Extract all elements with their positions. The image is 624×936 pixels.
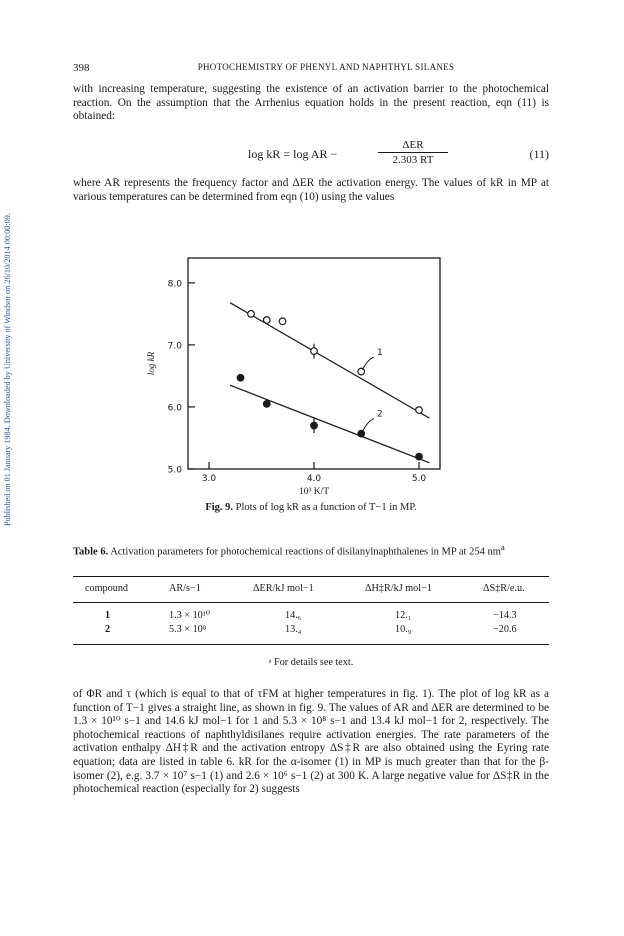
series-annotation-label: 1 — [377, 347, 383, 358]
table-row-2-compound: 2 — [105, 624, 111, 635]
x-tick-label: 5.0 — [411, 474, 427, 484]
data-point-filled — [416, 453, 423, 460]
table-row-2-der: 13.₄ — [285, 624, 302, 635]
table-header-dh: ΔH‡R/kJ mol−1 — [365, 583, 432, 594]
paragraph-1: with increasing temperature, suggesting the existence of an activation barrier to the photochemical reaction. On the assumption that the Arrhenius equation holds in the present reaction, eqn (11) is obtained: — [73, 83, 549, 123]
table-row-2-dh: 10.₉ — [395, 624, 412, 635]
equation-numerator: ΔER — [402, 139, 424, 151]
data-point-open — [263, 317, 270, 324]
download-watermark: Published on 01 January 1984. Downloaded by University of Windsor on 26/10/2014 00:00:09. — [3, 213, 12, 527]
table-row-2-ar: 5.3 × 10⁸ — [169, 624, 207, 635]
y-tick-label: 5.0 — [167, 465, 182, 476]
data-point-open — [248, 311, 255, 318]
y-tick-label: 8.0 — [167, 279, 182, 290]
equation-denominator: 2.303 RT — [392, 154, 434, 166]
page-number: 398 — [73, 62, 90, 74]
equation-fraction — [378, 138, 448, 168]
annotation-leader — [362, 357, 374, 369]
table-caption-label: Table 6. — [73, 546, 109, 558]
data-point-filled — [237, 374, 244, 381]
figure-caption-label: Fig. 9. — [205, 502, 234, 513]
arrhenius-plot — [140, 248, 460, 498]
data-point-open — [279, 318, 286, 325]
paragraph-2: where AR represents the frequency factor and ΔER the activation energy. The values of kR in MP at various temperatures can be determined from eqn (10) using the values — [73, 177, 549, 203]
data-point-open — [416, 407, 423, 414]
figure-caption — [73, 502, 549, 513]
table-header-der: ΔER/kJ mol−1 — [253, 583, 314, 594]
table-header-ar: AR/s−1 — [169, 583, 201, 594]
equation-number: (11) — [529, 147, 549, 161]
data-point-filled — [311, 422, 318, 429]
table-caption-text: Activation parameters for photochemical reactions of disilanylnaphthalenes in MP at 254 nm — [110, 546, 501, 558]
table-header-ds: ΔS‡R/e.u. — [483, 583, 525, 594]
data-point-filled — [358, 430, 365, 437]
y-axis-label: log kR — [146, 351, 156, 376]
equation-lhs: log kR = log AR − — [248, 147, 338, 161]
annotation-leader — [362, 419, 374, 432]
data-point-filled — [263, 401, 270, 408]
data-point-open — [358, 368, 365, 375]
figure-caption-text: Plots of log kR as a function of T−1 in MP. — [235, 502, 417, 513]
fit-line-series-2 — [230, 385, 430, 463]
x-tick-label: 3.0 — [201, 474, 217, 484]
table-row-1-ds: −14.3 — [493, 610, 517, 621]
table-caption-sup: a — [500, 542, 505, 552]
table-row-1-ar: 1.3 × 10¹⁰ — [169, 610, 210, 621]
x-tick-label: 4.0 — [306, 474, 322, 484]
fit-line-series-1 — [230, 303, 430, 418]
table-row-1-compound: 1 — [105, 610, 111, 621]
plot-frame — [188, 258, 440, 469]
paragraph-3: of ΦR and τ (which is equal to that of τFM at higher temperatures in fig. 1). The plot of log kR as a function of T−1 gives a straight line, as shown in fig. 9. The values of AR and ΔER are determined to be 1.3 × 10¹⁰ s−1 and 14.6 kJ mol−1 for 1 and 5.3 × 10⁸ s−1 and 13.4 kJ mol−1 for 2, respectively. The photochemical reactions of naphthyldisilanes require activation energies. The rate parameters of the activation enthalpy ΔH‡R and the activation entropy ΔS‡R are also obtained using the Eyring rate equation; data are listed in table 6. kR for the α-isomer (1) in MP is much greater than that for the β-isomer (2), e.g. 3.7 × 10⁷ s−1 (1) and 2.6 × 10⁶ s−1 (2) at 300 K. A large negative value for ΔS‡R in the photochemical reaction (especially for 2) suggests — [73, 688, 549, 796]
figure-9 — [140, 248, 460, 498]
table-row-1-dh: 12.₁ — [395, 610, 412, 621]
table-row-2-ds: −20.6 — [493, 624, 517, 635]
table-footnote: ᵃ For details see text. — [268, 657, 354, 668]
x-axis-label: 10³ K/T — [298, 487, 330, 497]
equation-11 — [73, 138, 549, 172]
table-row-1-der: 14.₆ — [285, 610, 302, 621]
y-tick-label: 7.0 — [167, 341, 182, 352]
y-tick-label: 6.0 — [167, 403, 182, 414]
running-title: PHOTOCHEMISTRY OF PHENYL AND NAPHTHYL SILANES — [197, 62, 455, 72]
table-caption — [73, 541, 549, 559]
table-header-compound: compound — [85, 583, 129, 594]
page-header — [73, 62, 549, 76]
series-annotation-label: 2 — [377, 409, 383, 420]
data-point-open — [311, 348, 318, 355]
